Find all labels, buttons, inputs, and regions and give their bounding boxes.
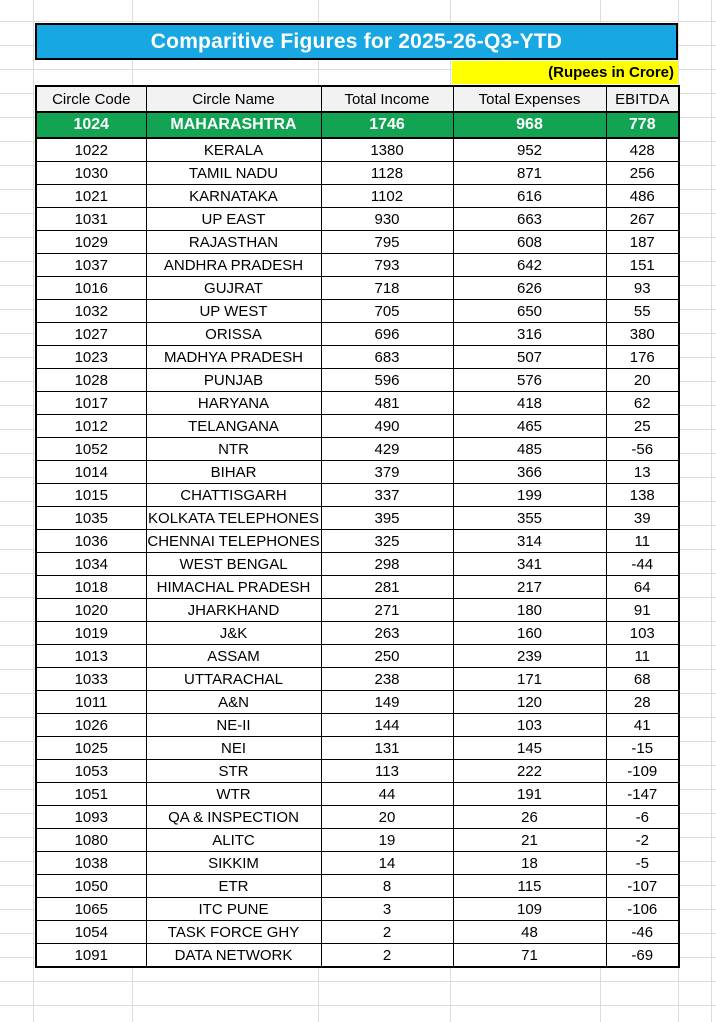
cell-circle-name[interactable]: STR [146, 760, 321, 783]
cell-circle-name[interactable]: MAHARASHTRA [146, 112, 321, 138]
cell-circle-code[interactable]: 1018 [36, 576, 146, 599]
cell-total-income[interactable]: 705 [321, 300, 453, 323]
cell-ebitda[interactable]: 103 [606, 622, 679, 645]
cell-ebitda[interactable]: -69 [606, 944, 679, 968]
cell-circle-code[interactable]: 1080 [36, 829, 146, 852]
cell-total-income[interactable]: 44 [321, 783, 453, 806]
cell-circle-name[interactable]: KERALA [146, 138, 321, 162]
cell-total-expenses[interactable]: 650 [453, 300, 606, 323]
cell-circle-name[interactable]: QA & INSPECTION [146, 806, 321, 829]
table-row [36, 392, 679, 415]
cell-ebitda[interactable]: 68 [606, 668, 679, 691]
cell-ebitda[interactable]: 20 [606, 369, 679, 392]
cell-circle-name[interactable]: UP WEST [146, 300, 321, 323]
cell-circle-code[interactable]: 1030 [36, 162, 146, 185]
cell-total-expenses[interactable]: 109 [453, 898, 606, 921]
cell-total-income[interactable]: 429 [321, 438, 453, 461]
cell-total-expenses[interactable]: 217 [453, 576, 606, 599]
cell-circle-name[interactable]: JHARKHAND [146, 599, 321, 622]
cell-circle-name[interactable]: NTR [146, 438, 321, 461]
cell-circle-name[interactable]: KARNATAKA [146, 185, 321, 208]
units-row [35, 60, 678, 85]
table-row [36, 714, 679, 737]
cell-total-income[interactable]: 793 [321, 254, 453, 277]
cell-ebitda[interactable]: 176 [606, 346, 679, 369]
cell-ebitda[interactable]: 41 [606, 714, 679, 737]
cell-total-expenses[interactable]: 171 [453, 668, 606, 691]
cell-circle-name[interactable]: TELANGANA [146, 415, 321, 438]
cell-circle-name[interactable]: HIMACHAL PRADESH [146, 576, 321, 599]
table-row [36, 737, 679, 760]
cell-circle-code[interactable]: 1017 [36, 392, 146, 415]
cell-circle-code[interactable]: 1026 [36, 714, 146, 737]
cell-total-expenses[interactable]: 199 [453, 484, 606, 507]
cell-total-income[interactable]: 1746 [321, 112, 453, 138]
cell-total-income[interactable]: 20 [321, 806, 453, 829]
table-row [36, 208, 679, 231]
table-row [36, 438, 679, 461]
cell-total-income[interactable]: 113 [321, 760, 453, 783]
cell-total-income[interactable]: 1380 [321, 138, 453, 162]
cell-ebitda[interactable]: -147 [606, 783, 679, 806]
table-row [36, 507, 679, 530]
cell-ebitda[interactable]: -109 [606, 760, 679, 783]
cell-ebitda[interactable]: -15 [606, 737, 679, 760]
cell-circle-code[interactable]: 1019 [36, 622, 146, 645]
cell-total-expenses[interactable]: 239 [453, 645, 606, 668]
cell-circle-code[interactable]: 1016 [36, 277, 146, 300]
cell-ebitda[interactable]: 256 [606, 162, 679, 185]
header-total-income[interactable]: Total Income [321, 86, 453, 112]
cell-total-expenses[interactable]: 968 [453, 112, 606, 138]
cell-circle-code[interactable]: 1054 [36, 921, 146, 944]
cell-circle-code[interactable]: 1015 [36, 484, 146, 507]
cell-circle-name[interactable]: CHATTISGARH [146, 484, 321, 507]
cell-ebitda[interactable]: 486 [606, 185, 679, 208]
table-row [36, 691, 679, 714]
cell-total-expenses[interactable]: 71 [453, 944, 606, 968]
cell-circle-name[interactable]: CHENNAI TELEPHONES [146, 530, 321, 553]
cell-ebitda[interactable]: 39 [606, 507, 679, 530]
cell-circle-name[interactable]: DATA NETWORK [146, 944, 321, 968]
cell-total-expenses[interactable]: 191 [453, 783, 606, 806]
table-row [36, 576, 679, 599]
cell-total-income[interactable]: 795 [321, 231, 453, 254]
cell-ebitda[interactable]: -5 [606, 852, 679, 875]
cell-total-expenses[interactable]: 18 [453, 852, 606, 875]
cell-total-income[interactable]: 271 [321, 599, 453, 622]
table-row [36, 898, 679, 921]
cell-ebitda[interactable]: -106 [606, 898, 679, 921]
cell-circle-name[interactable]: HARYANA [146, 392, 321, 415]
table-row [36, 231, 679, 254]
cell-total-expenses[interactable]: 465 [453, 415, 606, 438]
units-note[interactable]: (Rupees in Crore) [452, 61, 678, 84]
cell-circle-code[interactable]: 1051 [36, 783, 146, 806]
cell-ebitda[interactable]: -6 [606, 806, 679, 829]
cell-circle-code[interactable]: 1025 [36, 737, 146, 760]
cell-total-expenses[interactable]: 952 [453, 138, 606, 162]
cell-total-expenses[interactable]: 26 [453, 806, 606, 829]
cell-ebitda[interactable]: 11 [606, 530, 679, 553]
figures-table [35, 85, 680, 968]
cell-circle-name[interactable]: GUJRAT [146, 277, 321, 300]
cell-circle-code[interactable]: 1038 [36, 852, 146, 875]
cell-total-expenses[interactable]: 418 [453, 392, 606, 415]
table-row [36, 185, 679, 208]
cell-total-expenses[interactable]: 120 [453, 691, 606, 714]
cell-circle-code[interactable]: 1028 [36, 369, 146, 392]
cell-circle-name[interactable]: ALITC [146, 829, 321, 852]
header-total-expenses[interactable]: Total Expenses [453, 86, 606, 112]
table-row [36, 254, 679, 277]
header-circle-code[interactable]: Circle Code [36, 86, 146, 112]
cell-total-expenses[interactable]: 180 [453, 599, 606, 622]
cell-ebitda[interactable]: 11 [606, 645, 679, 668]
cell-ebitda[interactable]: 267 [606, 208, 679, 231]
title-banner[interactable] [35, 23, 678, 60]
sheet-gridline [33, 0, 34, 1022]
cell-circle-code[interactable]: 1091 [36, 944, 146, 968]
cell-circle-name[interactable]: TASK FORCE GHY [146, 921, 321, 944]
cell-total-expenses[interactable]: 341 [453, 553, 606, 576]
header-ebitda[interactable]: EBITDA [606, 86, 679, 112]
table-row [36, 806, 679, 829]
cell-circle-name[interactable]: BIHAR [146, 461, 321, 484]
cell-circle-code[interactable]: 1034 [36, 553, 146, 576]
cell-circle-code[interactable]: 1052 [36, 438, 146, 461]
table-row [36, 852, 679, 875]
cell-circle-code[interactable]: 1011 [36, 691, 146, 714]
table-row [36, 829, 679, 852]
cell-circle-name[interactable]: SIKKIM [146, 852, 321, 875]
cell-total-expenses[interactable]: 160 [453, 622, 606, 645]
cell-total-income[interactable]: 281 [321, 576, 453, 599]
cell-total-expenses[interactable]: 485 [453, 438, 606, 461]
cell-circle-code[interactable]: 1022 [36, 138, 146, 162]
cell-ebitda[interactable]: -107 [606, 875, 679, 898]
cell-ebitda[interactable]: -44 [606, 553, 679, 576]
cell-total-expenses[interactable]: 48 [453, 921, 606, 944]
cell-circle-name[interactable]: TAMIL NADU [146, 162, 321, 185]
cell-circle-code[interactable]: 1021 [36, 185, 146, 208]
cell-total-expenses[interactable]: 663 [453, 208, 606, 231]
table-row [36, 921, 679, 944]
cell-circle-name[interactable]: J&K [146, 622, 321, 645]
cell-total-income[interactable]: 490 [321, 415, 453, 438]
report-area [35, 23, 678, 968]
sheet-gridline [711, 0, 712, 1022]
cell-total-expenses[interactable]: 616 [453, 185, 606, 208]
page-title: Comparitive Figures for 2025-26-Q3-YTD [150, 30, 563, 53]
cell-total-income[interactable]: 1128 [321, 162, 453, 185]
cell-circle-name[interactable]: A&N [146, 691, 321, 714]
cell-ebitda[interactable]: -2 [606, 829, 679, 852]
table-row [36, 783, 679, 806]
cell-total-income[interactable]: 2 [321, 944, 453, 968]
table-row [36, 530, 679, 553]
cell-total-expenses[interactable]: 316 [453, 323, 606, 346]
cell-total-expenses[interactable]: 871 [453, 162, 606, 185]
table-row [36, 138, 679, 162]
cell-total-income[interactable]: 144 [321, 714, 453, 737]
cell-total-expenses[interactable]: 115 [453, 875, 606, 898]
cell-ebitda[interactable]: 151 [606, 254, 679, 277]
cell-ebitda[interactable]: 13 [606, 461, 679, 484]
table-row [36, 277, 679, 300]
table-row [36, 162, 679, 185]
table-row [36, 415, 679, 438]
cell-ebitda[interactable]: 64 [606, 576, 679, 599]
cell-total-income[interactable]: 238 [321, 668, 453, 691]
cell-circle-code[interactable]: 1033 [36, 668, 146, 691]
cell-circle-name[interactable]: ORISSA [146, 323, 321, 346]
cell-total-income[interactable]: 337 [321, 484, 453, 507]
cell-total-expenses[interactable]: 576 [453, 369, 606, 392]
cell-circle-code[interactable]: 1013 [36, 645, 146, 668]
cell-circle-name[interactable]: UTTARACHAL [146, 668, 321, 691]
cell-circle-code[interactable]: 1014 [36, 461, 146, 484]
cell-circle-name[interactable]: WEST BENGAL [146, 553, 321, 576]
cell-circle-code[interactable]: 1031 [36, 208, 146, 231]
highlight-row [36, 112, 679, 138]
table-row [36, 484, 679, 507]
cell-total-income[interactable]: 149 [321, 691, 453, 714]
cell-circle-code[interactable]: 1023 [36, 346, 146, 369]
cell-circle-code[interactable]: 1012 [36, 415, 146, 438]
cell-total-income[interactable]: 596 [321, 369, 453, 392]
cell-circle-name[interactable]: KOLKATA TELEPHONES [146, 507, 321, 530]
table-row [36, 369, 679, 392]
cell-total-income[interactable]: 19 [321, 829, 453, 852]
table-row [36, 875, 679, 898]
cell-total-expenses[interactable]: 103 [453, 714, 606, 737]
cell-total-expenses[interactable]: 21 [453, 829, 606, 852]
header-row [36, 86, 679, 112]
cell-ebitda[interactable]: 138 [606, 484, 679, 507]
cell-total-income[interactable]: 395 [321, 507, 453, 530]
cell-total-income[interactable]: 2 [321, 921, 453, 944]
cell-circle-code[interactable]: 1065 [36, 898, 146, 921]
cell-ebitda[interactable]: 55 [606, 300, 679, 323]
table-row [36, 645, 679, 668]
cell-circle-name[interactable]: ASSAM [146, 645, 321, 668]
cell-total-income[interactable]: 325 [321, 530, 453, 553]
cell-circle-name[interactable]: ITC PUNE [146, 898, 321, 921]
cell-circle-code[interactable]: 1036 [36, 530, 146, 553]
table-row [36, 622, 679, 645]
cell-circle-code[interactable]: 1032 [36, 300, 146, 323]
cell-ebitda[interactable]: 93 [606, 277, 679, 300]
cell-total-expenses[interactable]: 355 [453, 507, 606, 530]
table-row [36, 461, 679, 484]
cell-total-income[interactable]: 481 [321, 392, 453, 415]
cell-total-income[interactable]: 131 [321, 737, 453, 760]
cell-circle-code[interactable]: 1050 [36, 875, 146, 898]
cell-total-income[interactable]: 718 [321, 277, 453, 300]
cell-total-income[interactable]: 930 [321, 208, 453, 231]
cell-ebitda[interactable]: 428 [606, 138, 679, 162]
table-row [36, 346, 679, 369]
cell-total-income[interactable]: 298 [321, 553, 453, 576]
cell-circle-name[interactable]: RAJASTHAN [146, 231, 321, 254]
cell-total-expenses[interactable]: 507 [453, 346, 606, 369]
cell-circle-name[interactable]: MADHYA PRADESH [146, 346, 321, 369]
cell-total-income[interactable]: 263 [321, 622, 453, 645]
table-row [36, 760, 679, 783]
cell-total-expenses[interactable]: 626 [453, 277, 606, 300]
cell-ebitda[interactable]: 28 [606, 691, 679, 714]
cell-total-income[interactable]: 8 [321, 875, 453, 898]
cell-ebitda[interactable]: -56 [606, 438, 679, 461]
cell-circle-name[interactable]: PUNJAB [146, 369, 321, 392]
table-row [36, 553, 679, 576]
cell-circle-name[interactable]: ANDHRA PRADESH [146, 254, 321, 277]
cell-total-income[interactable]: 250 [321, 645, 453, 668]
cell-circle-name[interactable]: WTR [146, 783, 321, 806]
cell-total-expenses[interactable]: 366 [453, 461, 606, 484]
cell-circle-code[interactable]: 1020 [36, 599, 146, 622]
cell-total-income[interactable]: 696 [321, 323, 453, 346]
table-row [36, 668, 679, 691]
header-circle-name[interactable]: Circle Name [146, 86, 321, 112]
cell-total-income[interactable]: 1102 [321, 185, 453, 208]
cell-ebitda[interactable]: 91 [606, 599, 679, 622]
cell-total-income[interactable]: 379 [321, 461, 453, 484]
table-row [36, 944, 679, 968]
cell-total-expenses[interactable]: 642 [453, 254, 606, 277]
cell-circle-name[interactable]: NEI [146, 737, 321, 760]
cell-ebitda[interactable]: 187 [606, 231, 679, 254]
cell-total-expenses[interactable]: 608 [453, 231, 606, 254]
cell-circle-code[interactable]: 1037 [36, 254, 146, 277]
cell-total-income[interactable]: 683 [321, 346, 453, 369]
table-row [36, 599, 679, 622]
table-row [36, 300, 679, 323]
cell-ebitda[interactable]: -46 [606, 921, 679, 944]
cell-circle-code[interactable]: 1053 [36, 760, 146, 783]
cell-total-income[interactable]: 14 [321, 852, 453, 875]
cell-circle-code[interactable]: 1029 [36, 231, 146, 254]
cell-circle-code[interactable]: 1027 [36, 323, 146, 346]
cell-circle-code[interactable]: 1024 [36, 112, 146, 138]
cell-total-expenses[interactable]: 314 [453, 530, 606, 553]
cell-circle-name[interactable]: UP EAST [146, 208, 321, 231]
cell-ebitda[interactable]: 25 [606, 415, 679, 438]
cell-circle-name[interactable]: NE-II [146, 714, 321, 737]
cell-total-income[interactable]: 3 [321, 898, 453, 921]
cell-circle-code[interactable]: 1035 [36, 507, 146, 530]
table-row [36, 323, 679, 346]
cell-total-expenses[interactable]: 145 [453, 737, 606, 760]
cell-circle-code[interactable]: 1093 [36, 806, 146, 829]
cell-ebitda[interactable]: 778 [606, 112, 679, 138]
cell-circle-name[interactable]: ETR [146, 875, 321, 898]
cell-ebitda[interactable]: 380 [606, 323, 679, 346]
cell-ebitda[interactable]: 62 [606, 392, 679, 415]
cell-total-expenses[interactable]: 222 [453, 760, 606, 783]
